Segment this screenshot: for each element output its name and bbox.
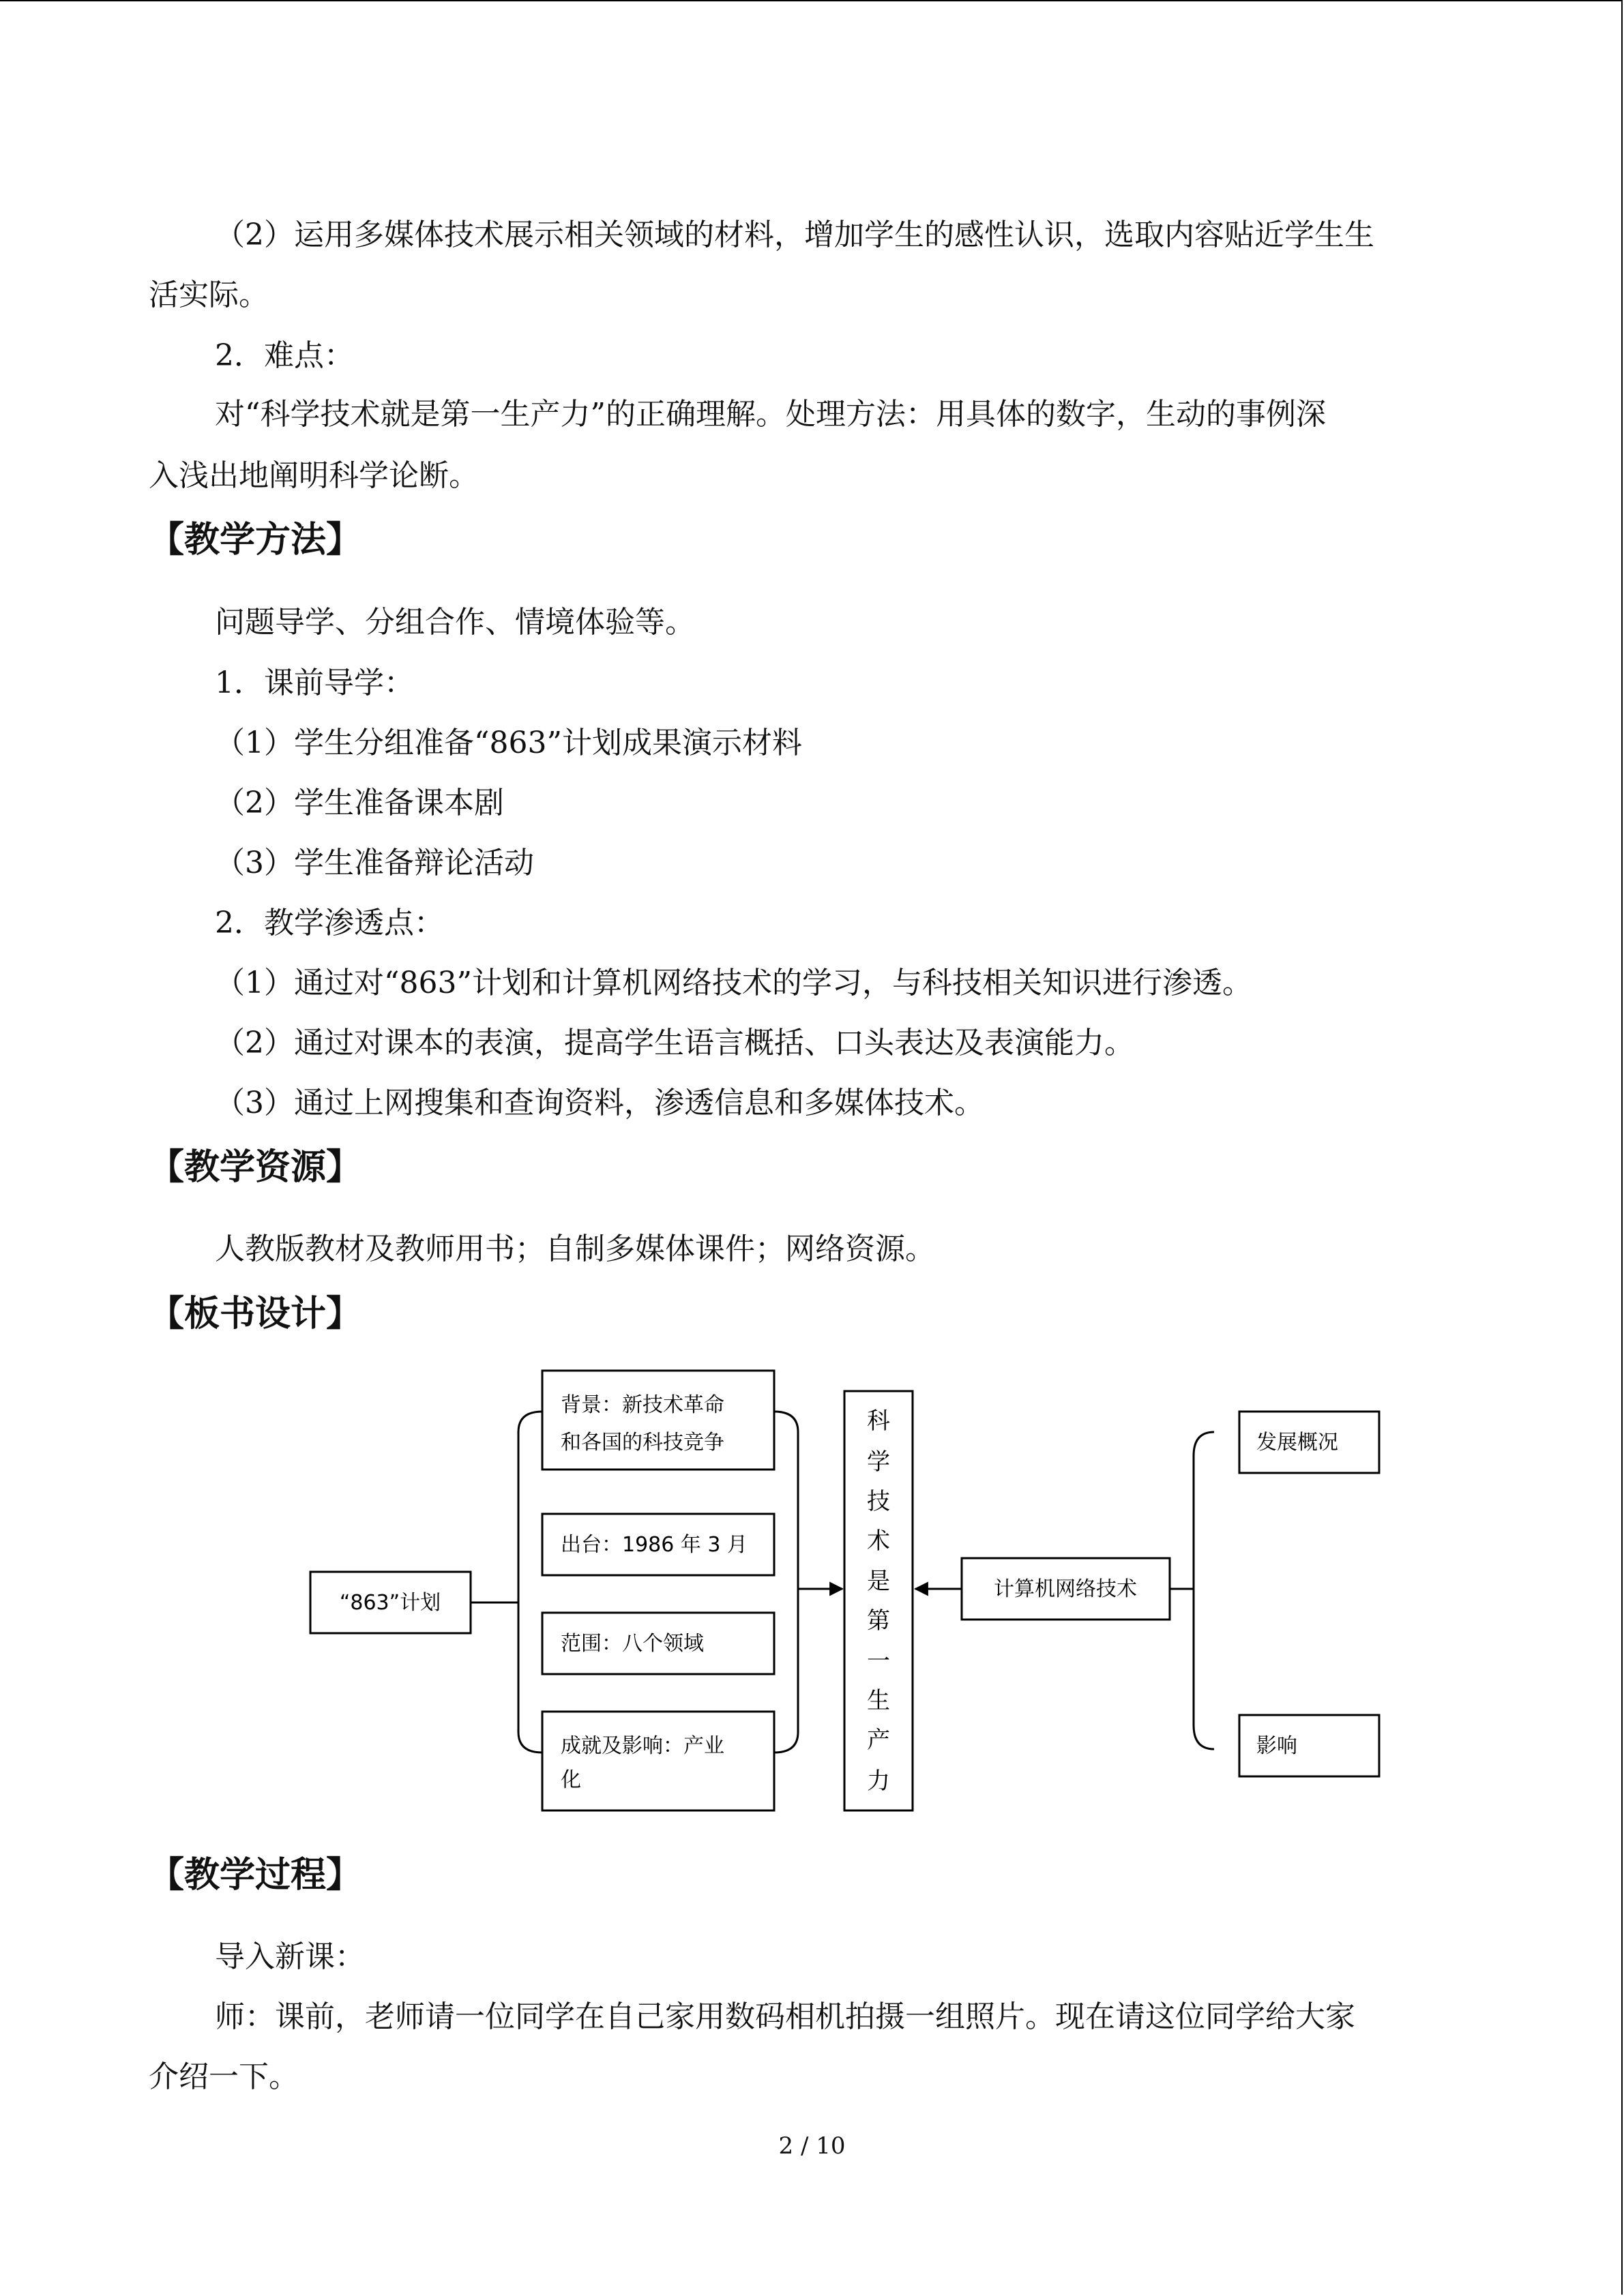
label-network: 计算机网络技术 (994, 1577, 1137, 1601)
list-item: （3）通过上网搜集和查询资料，渗透信息和多媒体技术。 (215, 1086, 984, 1120)
center-char: 第 (867, 1607, 890, 1635)
label-achievement-2: 化 (561, 1768, 581, 1792)
bracket-right (1194, 1432, 1214, 1749)
center-text (867, 1407, 890, 1795)
bracket-left-top (518, 1412, 542, 1602)
bracket-left-bottom (518, 1602, 542, 1753)
process-intro: 导入新课： (215, 1939, 365, 1974)
section-heading-method: 【教学方法】 (149, 520, 362, 561)
list-item: （1）学生分组准备“863”计划成果演示材料 (215, 726, 802, 760)
center-char: 一 (867, 1648, 890, 1675)
paragraph-line: 入浅出地阐明科学论断。 (149, 458, 479, 493)
difficulty-title: 2．难点： (215, 338, 354, 373)
resources-text: 人教版教材及教师用书；自制多媒体课件；网络资源。 (215, 1232, 935, 1266)
label-impact: 影响 (1256, 1734, 1297, 1758)
center-char: 力 (867, 1768, 890, 1795)
center-char: 科 (867, 1407, 890, 1435)
label-background-2: 和各国的科技竞争 (561, 1431, 724, 1455)
section-heading-process: 【教学过程】 (149, 1855, 362, 1896)
center-char: 是 (867, 1568, 890, 1595)
section-heading-board: 【板书设计】 (149, 1294, 362, 1335)
paragraph-line: 活实际。 (149, 278, 269, 312)
label-863-plan: “863”计划 (339, 1591, 441, 1615)
label-scope: 范围：八个领域 (561, 1632, 704, 1656)
method-intro: 问题导学、分组合作、情境体验等。 (215, 605, 695, 640)
list-item: （2）通过对课本的表演，提高学生语言概括、口头表达及表演能力。 (215, 1026, 1134, 1060)
infiltration-title: 2．教学渗透点： (215, 906, 444, 940)
bracket-middle-right (774, 1412, 798, 1753)
section-heading-resources: 【教学资源】 (149, 1147, 362, 1188)
page-number: 2 / 10 (778, 2132, 846, 2160)
list-item: （1）通过对“863”计划和计算机网络技术的学习，与科技相关知识进行渗透。 (215, 966, 1252, 1000)
center-char: 技 (867, 1488, 890, 1515)
center-char: 生 (867, 1687, 890, 1714)
label-launch: 出台：1986 年 3 月 (561, 1533, 748, 1557)
paragraph-line: （2）运用多媒体技术展示相关领域的材料，增加学生的感性认识，选取内容贴近学生生 (215, 218, 1374, 252)
list-item: （3）学生准备辩论活动 (215, 846, 534, 880)
label-development: 发展概况 (1256, 1431, 1338, 1455)
board-diagram (293, 1360, 1398, 1824)
paragraph-line: 对“科学技术就是第一生产力”的正确理解。处理方法：用具体的数字，生动的事例深 (215, 397, 1326, 432)
label-achievement-1: 成就及影响：产业 (561, 1734, 724, 1758)
center-char: 产 (867, 1727, 890, 1754)
list-item: （2）学生准备课本剧 (215, 786, 504, 820)
pre-study-title: 1．课前导学： (215, 666, 414, 700)
paragraph-line: 介绍一下。 (149, 2059, 299, 2094)
box-background (542, 1371, 774, 1470)
label-background-1: 背景：新技术革命 (561, 1393, 724, 1417)
center-char: 术 (867, 1527, 890, 1555)
center-char: 学 (867, 1448, 890, 1476)
paragraph-line: 师：课前，老师请一位同学在自己家用数码相机拍摄一组照片。现在请这位同学给大家 (215, 1999, 1355, 2034)
box-achievement (542, 1712, 774, 1810)
